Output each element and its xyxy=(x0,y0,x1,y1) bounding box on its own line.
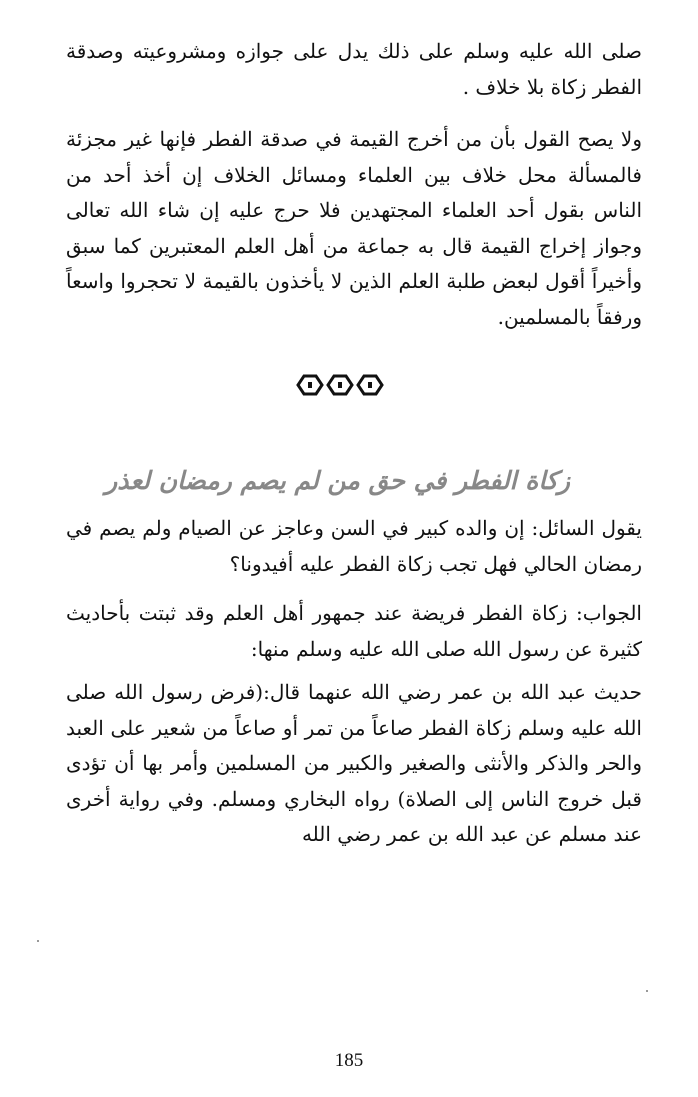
paragraph-continuation: صلى الله عليه وسلم على ذلك يدل على جوازه ومشروعيته وصدقة الفطر زكاة بلا خلاف . xyxy=(66,39,642,99)
hadith-paragraph: حديث عبد الله بن عمر رضي الله عنهما قال:(فرض رسول الله صلى الله عليه وسلم زكاة الفطر صاعاً من تمر أو صاعاً من شعير على العبد والحر والذكر والأنثى والصغير والكبير من المسلمين وأمر بها أن تؤدى قبل خروج الناس إلى الصلاة) رواه البخاري ومسلم. وفي رواية أخرى عند مسلم عن عبد الله بن عمر رضي الله xyxy=(66,680,642,847)
scan-speck xyxy=(37,940,39,942)
page-number: 185 xyxy=(334,1050,364,1071)
question-paragraph: يقول السائل: إن والده كبير في السن وعاجز عن الصيام ولم يصم في رمضان الحالي فهل تجب زكاة الفطر عليه أفيدونا؟ xyxy=(66,516,642,576)
scan-speck xyxy=(646,990,648,992)
paragraph-value-opinion: ولا يصح القول بأن من أخرج القيمة في صدقة الفطر فإنها غير مجزئة فالمسألة محل خلاف بين العلماء ومسائل الخلاف إن أخذ أحد من الناس بقول أحد العلماء المجتهدين فلا حرج عليه إن شاء الله تعالى وجواز إخراج القيمة قال به جماعة من أهل العلم المعتبرين كما سبق وأخيراً أقول لبعض طلبة العلم الذين لا يأخذون بالقيمة لا تحجروا واسعاً ورفقاً بالمسلمين. xyxy=(66,127,642,329)
section-divider-ornament xyxy=(296,372,384,398)
answer-intro-paragraph: الجواب: زكاة الفطر فريضة عند جمهور أهل العلم وقد ثبتت بأحاديث كثيرة عن رسول الله صلى الله عليه وسلم منها: xyxy=(66,601,642,661)
section-heading: زكاة الفطر في حق من لم يصم رمضان لعذر xyxy=(105,466,570,495)
